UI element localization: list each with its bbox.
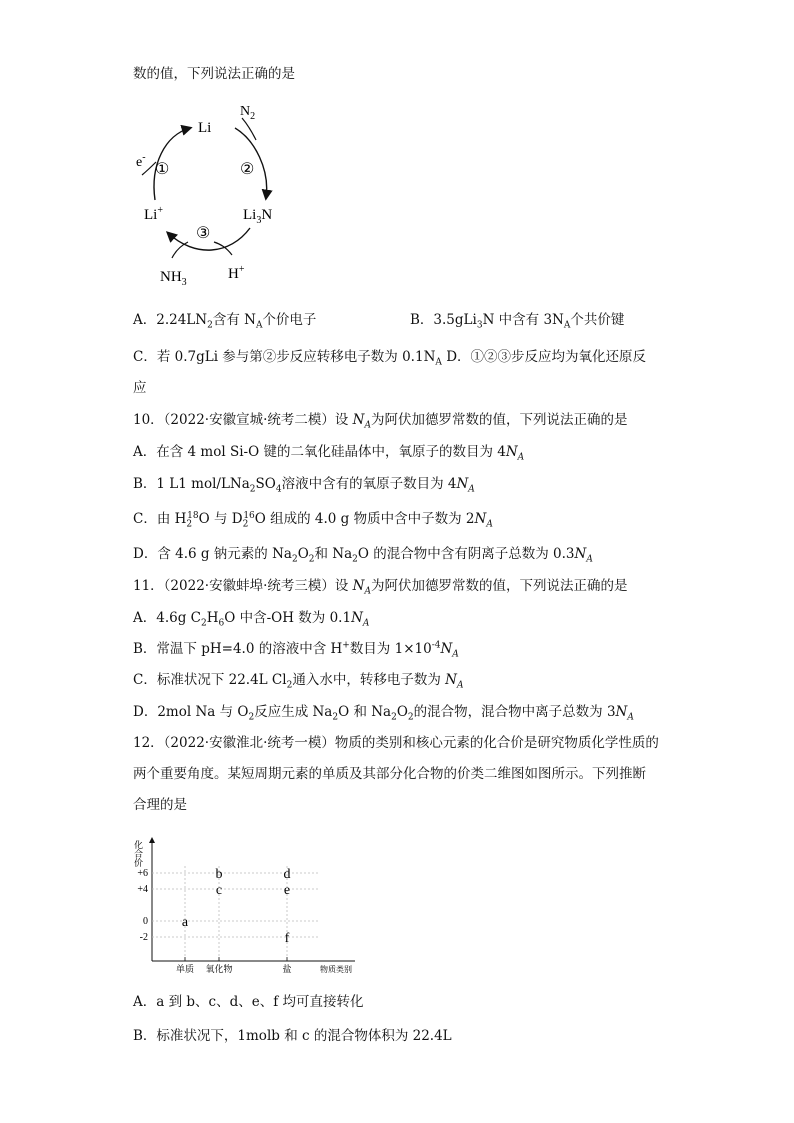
- step3-label: ③: [196, 225, 211, 242]
- q11-option-c: C．标准状况下 22.4L $Cl_2$通入水中，转移电子数为 $N_A$: [133, 672, 464, 691]
- q12-option-b: B．标准状况下，1molb 和 c 的混合物体积为 22.4L: [133, 1028, 452, 1044]
- q9-option-b: B．3.5gLi$_3$N 中含有 $3N_A$个共价键: [410, 312, 625, 331]
- q12-stem-line3: 合理的是: [133, 797, 187, 813]
- point-label-e: e: [283, 883, 291, 898]
- q10-option-b: B．1 L1 mol/$LNa_2SO_4$溶液中含有的氧原子数目为 $4N_A$: [133, 476, 475, 495]
- q12-stem-line2: 两个重要角度。某短周期元素的单质及其部分化合物的价类二维图如图所示。下列推断: [133, 766, 646, 782]
- y-tick-label: 0: [143, 916, 148, 927]
- li3n-label: $Li_3N$: [243, 207, 273, 226]
- y-axis-label: 化合价: [133, 840, 143, 867]
- q9-option-d: D．①②③步反应均为氧化还原反: [446, 349, 647, 365]
- point-label-d: d: [283, 867, 291, 882]
- hplus-label: H+: [228, 264, 245, 282]
- intro-line: 数的值，下列说法正确的是: [133, 66, 295, 82]
- q11-option-a: A．4.6g $C_2H_6O$ 中含-OH 数为 $0.1N_A$: [133, 610, 370, 629]
- li-ion-label: Li+: [144, 205, 163, 223]
- x-axis-label: 物质类别: [320, 965, 352, 974]
- q10-option-d: D．含 4.6 g 钠元素的 $Na_2O_2$和 $Na_2O$ 的混合物中含有阴离子总数为 $0.3N_A$: [133, 546, 593, 565]
- li-label: Li: [198, 120, 212, 136]
- q12-option-a: A．a 到 b、c、d、e、f 均可直接转化: [133, 994, 364, 1010]
- step1-label: ①: [155, 161, 170, 178]
- x-tick-label: 单质: [175, 964, 195, 974]
- q12-stem-line1: 12．（2022·安徽淮北·统考一模）物质的类别和核心元素的化合价是研究物质化学性质的: [133, 735, 659, 751]
- q11-stem: 11．（2022·安徽蚌埠·统考三模）设 $N_A$为阿伏加德罗常数的值，下列说法正确的是: [133, 578, 628, 597]
- q11-option-d: D．2mol Na 与 $O_2$反应生成 $Na_2O$ 和 $Na_2O_2$的混合物，混合物中离子总数为 $3N_A$: [133, 704, 634, 723]
- lithium-cycle-diagram: [130, 100, 290, 290]
- y-tick-label: +4: [137, 884, 148, 895]
- q10-stem: 10．（2022·安徽宣城·统考二模）设 $N_A$为阿伏加德罗常数的值，下列说法正确的是: [133, 412, 628, 431]
- q10-option-c: C．由 $H_2^{18}O$ 与 $D_2^{16}O$ 组成的 4.0 g 物质中含中子数为 $2N_A$: [133, 510, 493, 530]
- step2-label: ②: [240, 161, 255, 178]
- x-tick-label: 氧化物: [205, 964, 233, 974]
- q11-option-b: B．常温下 pH=4.0 的溶液中含 H+数目为 $1\times 10^{-4}N_A$: [133, 640, 459, 660]
- q9-option-c-d: [133, 347, 646, 367]
- y-tick-label: -2: [139, 932, 148, 943]
- q9-option-d-cont: 应: [133, 380, 147, 396]
- valence-class-chart: [130, 826, 370, 976]
- q9-option-c: C．若 0.7gLi 参与第②步反应转移电子数为 $0.1N_A$: [133, 349, 442, 368]
- x-tick-label: 盐: [282, 964, 292, 974]
- q10-option-a: A．在含 4 mol Si-O 键的二氧化硅晶体中，氧原子的数目为 $4N_A$: [133, 444, 525, 463]
- point-label-a: a: [181, 915, 189, 930]
- electron-label: e-: [136, 152, 146, 170]
- electron-arrow: [142, 162, 156, 175]
- point-label-c: c: [215, 883, 223, 898]
- n2-label: $N_2$: [240, 104, 256, 122]
- point-label-f: f: [284, 931, 290, 946]
- point-label-b: b: [215, 867, 223, 882]
- y-tick-label: +6: [137, 868, 148, 879]
- nh3-label: $NH_3$: [160, 269, 187, 288]
- q9-option-a: A．$2.24LN_2$含有 $N_A$个价电子: [133, 312, 317, 331]
